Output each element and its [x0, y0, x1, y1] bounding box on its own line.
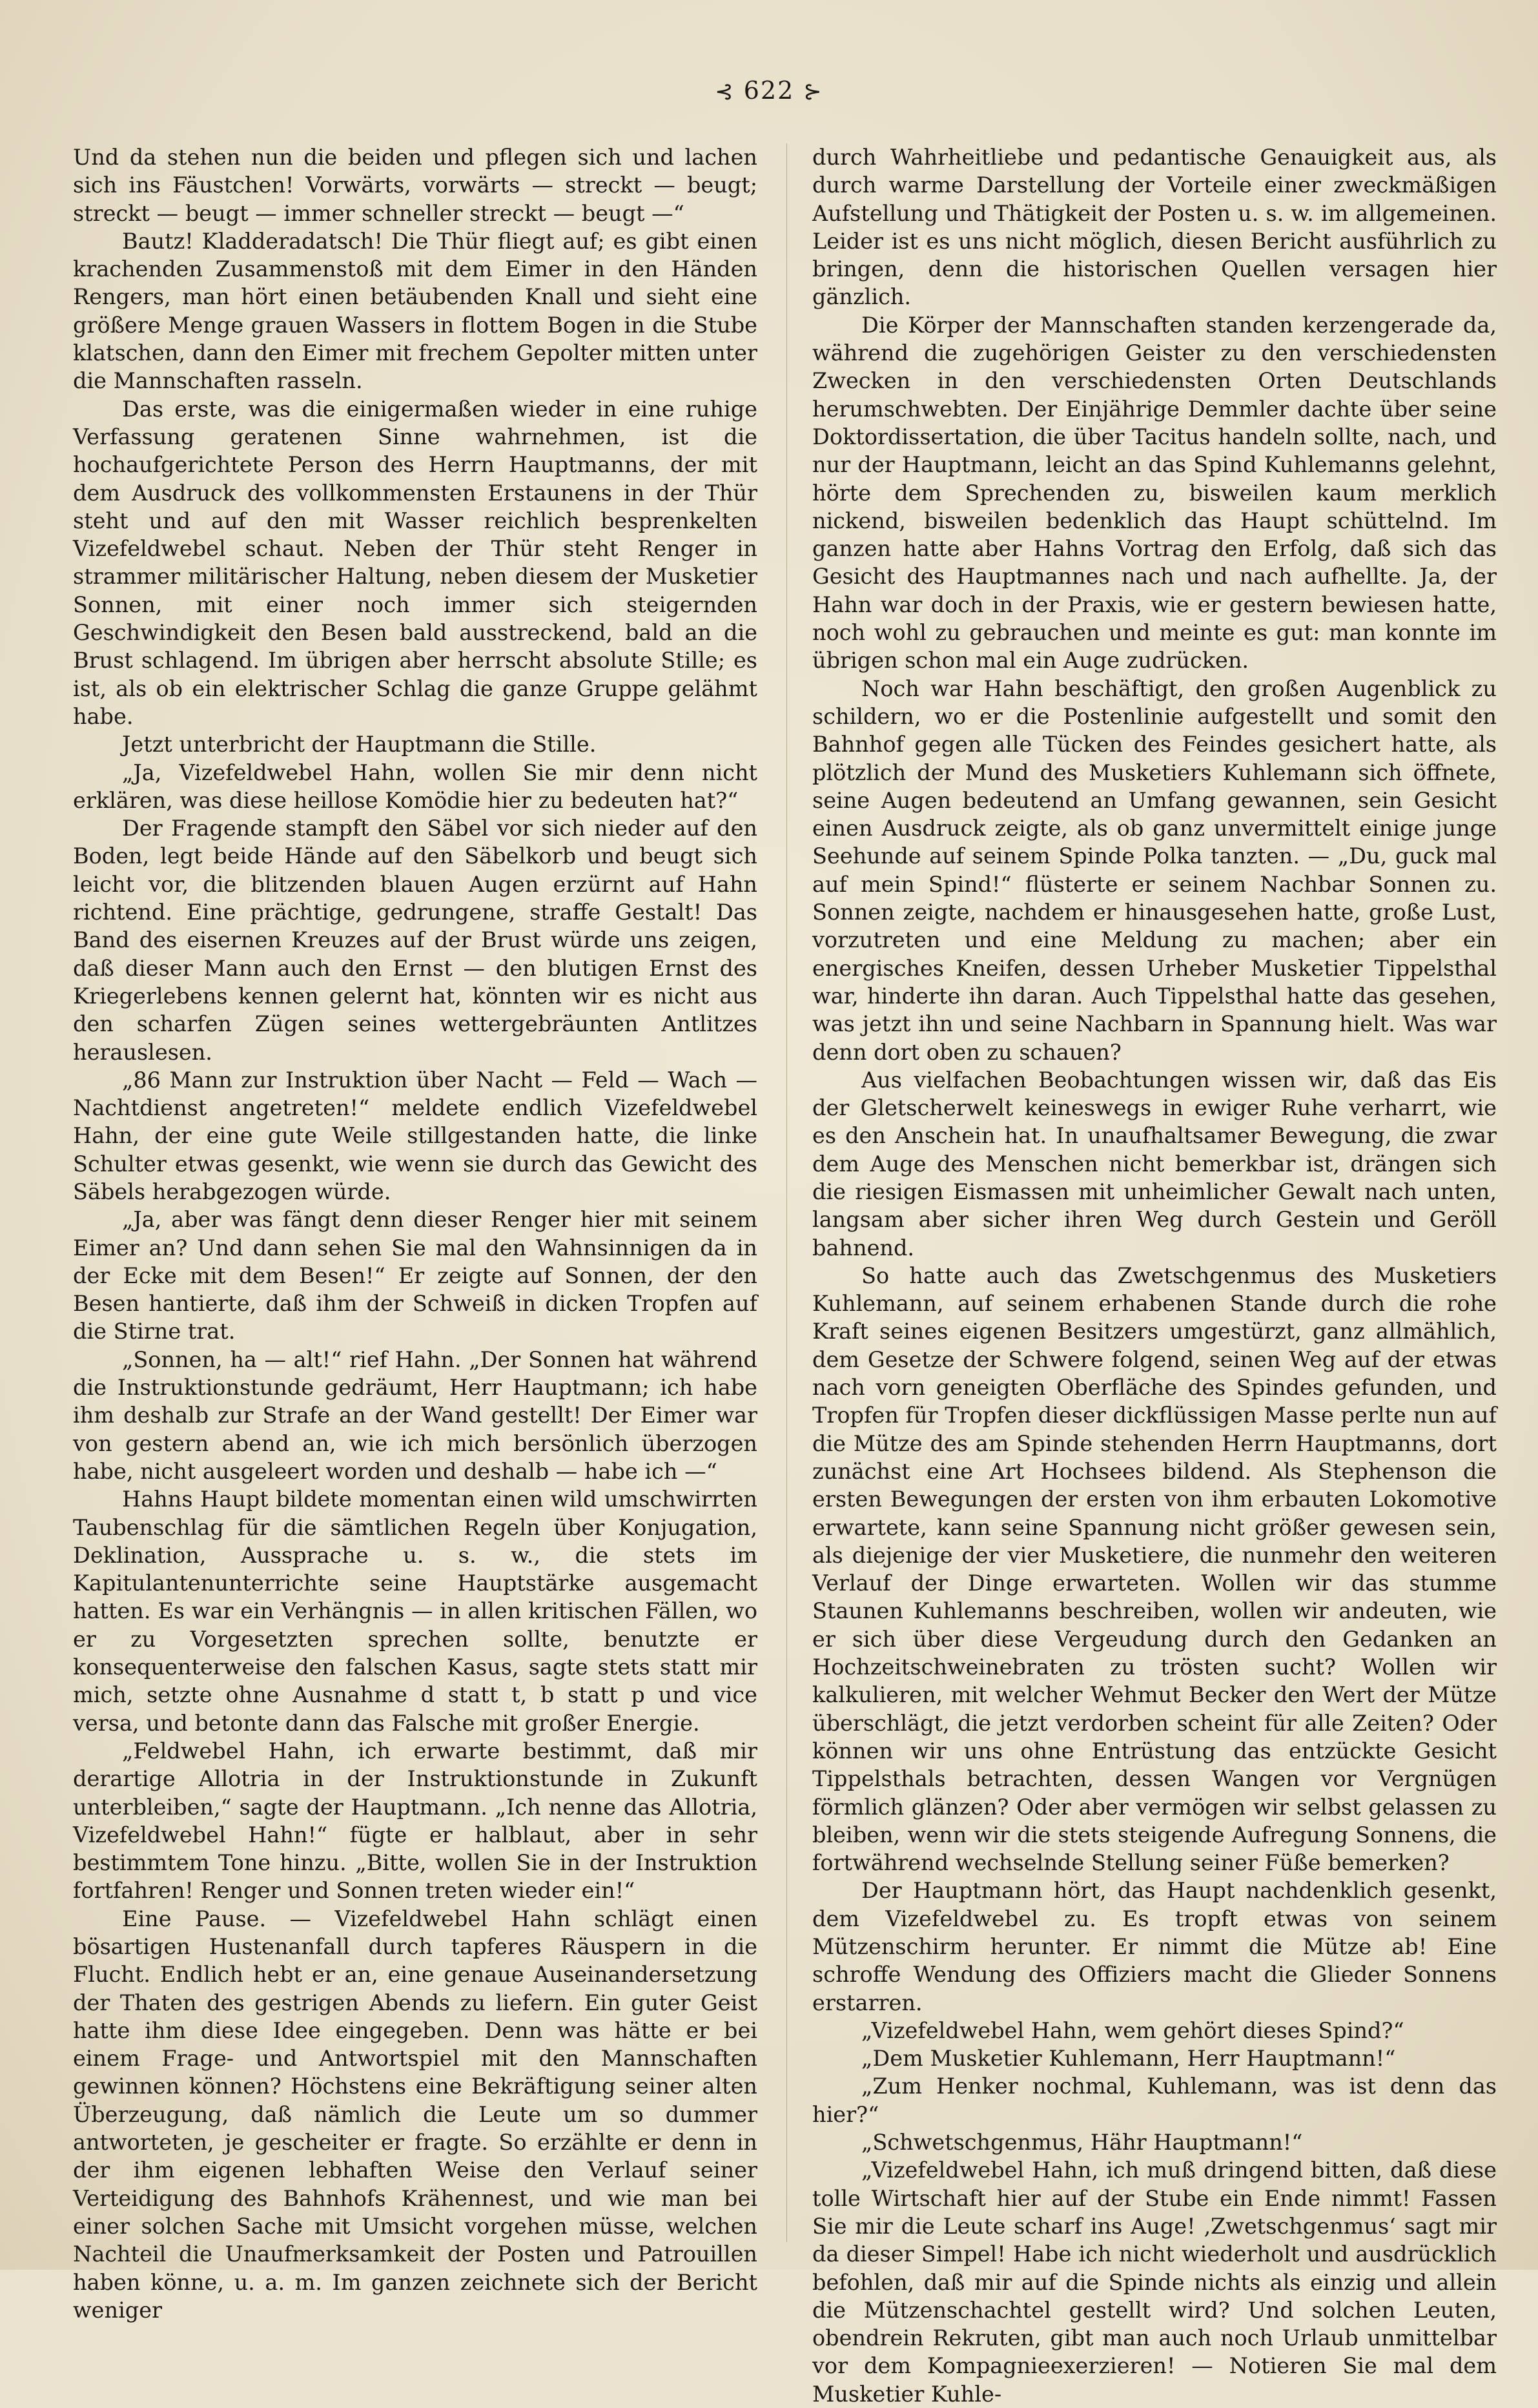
paragraph: „Schwetschgenmus, Hähr Hauptmann!“ — [861, 2130, 1303, 2156]
paragraph: Noch war Hahn beschäftigt, den großen Augenblick zu schildern, wo er die Postenlinie aufgestellt und somit den Bahnhof gegen alle Tücken des Feindes gesichert hatte, als plötzlich der Mund des Musketiers Kuhlemann sich öffnete, seine Augen bedeutend an Umfang gewannen, sein Gesicht einen Ausdruck zeigte, als ob ganz unvermittelt einige junge Seehunde auf seinem Spinde Polka tanzten. — „Du, guck mal auf mein Spind!“ flüsterte er seinem Nachbar Sonnen zu. Sonnen zeigte, nachdem er hinausgesehen hatte, große Lust, vorzutreten und eine Meldung zu machen; aber ein energisches Kneifen, dessen Urheber Musketier Tippelsthal war, hinderte ihn daran. Auch Tippelsthal hatte das gesehen, was jetzt ihn und seine Nachbarn in Spannung hielt. Was war denn dort oben zu schauen? — [812, 675, 1497, 1065]
paragraph: „Sonnen, ha — alt!“ rief Hahn. „Der Sonnen hat während die Instruktionstunde gedräumt, Herr Hauptmann; ich habe ihm deshalb zur Strafe an der Wand gestellt! Der Eimer war von gestern abend an, wie ich mich bersönlich überzogen habe, nicht ausgeleert worden und deshalb — habe ich —“ — [73, 1346, 757, 1484]
paragraph: Die Körper der Mannschaften standen kerzengerade da, während die zugehörigen Geister zu den verschiedensten Zwecken in den verschiedensten Orten Deutschlands herumschwebten. Der Einjährige Demmler dachte über seine Doktordissertation, die über Tacitus handeln sollte, nach, und nur der Hauptmann, leicht an das Spind Kuhlemanns gelehnt, hörte dem Sprechenden zu, bisweilen kaum merklich nickend, bisweilen bedenklich das Haupt schüttelnd. Im ganzen hatte aber Hahns Vortrag den Erfolg, daß sich das Gesicht des Hauptmannes nach und nach aufhellte. Ja, der Hahn war doch in der Praxis, wie er gestern bewiesen hatte, noch wohl zu gebrauchen und meinte es gut: man konnte im übrigen schon mal ein Auge zudrücken. — [812, 312, 1497, 674]
paragraph: „Vizefeldwebel Hahn, wem gehört dieses Spind?“ — [861, 2017, 1404, 2043]
paragraph: Hahns Haupt bildete momentan einen wild umschwirrten Taubenschlag für die sämtlichen Regeln über Konjugation, Deklination, Aussprache u. s. w., die stets im Kapitulantenunterrichte seine Hauptstärke ausgemacht hatten. Es war ein Verhängnis — in allen kritischen Fällen, wo er zu Vorgesetzten sprechen sollte, benutzte er konsequenterweise den falschen Kasus, sagte stets statt mir mich, setzte ohne Ausnahme d statt t, b statt p und vice versa, und betonte dann das Falsche mit großer Energie. — [73, 1487, 757, 1736]
paragraph: „Ja, aber was fängt denn dieser Renger hier mit seinem Eimer an? Und dann sehen Sie mal den Wahnsinnigen da in der Ecke mit dem Besen!“ Er zeigte auf Sonnen, der den Besen hantierte, daß ihm der Schweiß in dicken Tropfen auf die Stirne trat. — [73, 1207, 757, 1344]
paragraph: Der Hauptmann hört, das Haupt nachdenklich gesenkt, dem Vizefeldwebel zu. Es tropft etwas von seinem Mützenschirm herunter. Er nimmt die Mütze ab! Eine schroffe Wendung des Offiziers macht die Glieder Sonnens erstarren. — [812, 1878, 1497, 2015]
paragraph: Bautz! Kladderadatsch! Die Thür fliegt auf; es gibt einen krachenden Zusammenstoß mit dem Eimer in den Händen Rengers, man hört einen betäubenden Knall und sieht eine größere Menge grauen Wassers in flottem Bogen in die Stube klatschen, dann den Eimer mit frechem Gepolter mitten unter die Mannschaften rasseln. — [73, 228, 757, 394]
paragraph: „86 Mann zur Instruktion über Nacht — Feld — Wach — Nachtdienst angetreten!“ meldete endlich Vizefeldwebel Hahn, der eine gute Weile stillgestanden hatte, die linke Schulter etwas gesenkt, wie wenn sie durch das Gewicht des Säbels herabgezogen würde. — [73, 1067, 757, 1204]
ornament-right-icon: ⊱ — [803, 79, 823, 105]
paragraph: So hatte auch das Zwetschgenmus des Musketiers Kuhlemann, auf seinem erhabenen Stande durch die rohe Kraft seines eigenen Besitzers umgestürzt, ganz allmählich, dem Gesetze der Schwere folgend, seinen Weg auf der etwas nach vorn geneigten Oberfläche des Spindes gefunden, und Tropfen für Tropfen dieser dickflüssigen Masse perlte nun auf die Mütze des am Spinde stehenden Herrn Hauptmanns, dort zunächst eine Art Hochsees bildend. Als Stephenson die ersten Bewegungen der ersten von ihm erbauten Lokomotive erwartete, kann seine Spannung nicht größer gewesen sein, als diejenige der vier Musketiere, die nunmehr den weiteren Verlauf der Dinge erwarteten. Wollen wir das stumme Staunen Kuhlemanns beschreiben, wollen wir andeuten, wie er sich über diese Vergeudung durch den Gedanken an Hochzeitschweinebraten zu trösten sucht? Wollen wir kalkulieren, mit welcher Wehmut Becker den Wert der Mütze überschlägt, die jetzt verdorben scheint für alle Zeiten? Oder können wir uns ohne Entrüstung das entzückte Gesicht Tippelsthals betrachten, dessen Wangen vor Vergnügen förmlich glänzen? Oder aber vermögen wir selbst gelassen zu bleiben, wenn wir die stets steigende Aufregung Sonnens, die fortwährend wechselnde Stellung seiner Füße bemerken? — [812, 1262, 1497, 1876]
paragraph: Der Fragende stampft den Säbel vor sich nieder auf den Boden, legt beide Hände auf den Säbelkorb und beugt sich leicht vor, die blitzenden blauen Augen erzürnt auf Hahn richtend. Eine prächtige, gedrungene, straffe Gestalt! Das Band des eisernen Kreuzes auf der Brust würde uns zeigen, daß dieser Mann auch den Ernst — den blutigen Ernst des Kriegerlebens kennen gelernt hat, könnten wir es nicht aus den scharfen Zügen seines wettergebräunten Antlitzes herauslesen. — [73, 816, 757, 1065]
left-column — [73, 143, 757, 2324]
paragraph: Das erste, was die einigermaßen wieder in eine ruhige Verfassung geratenen Sinne wahrnehmen, ist die hochaufgerichtete Person des Herrn Hauptmanns, der mit dem Ausdruck des vollkommensten Erstaunens in der Thür steht und auf den mit Wasser reichlich besprenkelten Vizefeldwebel schaut. Neben der Thür steht Renger in strammer militärischer Haltung, neben diesem der Musketier Sonnen, mit einer noch immer sich steigernden Geschwindigkeit den Besen bald ausstreckend, bald an die Brust schlagend. Im übrigen aber herrscht absolute Stille; es ist, als ob ein elektrischer Schlag die ganze Gruppe gelähmt habe. — [73, 396, 757, 729]
paragraph: „Zum Henker nochmal, Kuhlemann, was ist denn das hier?“ — [812, 2074, 1497, 2127]
paragraph: „Vizefeldwebel Hahn, ich muß dringend bitten, daß diese tolle Wirtschaft hier auf der Stube ein Ende nimmt! Fassen Sie mir die Leute scharf ins Auge! ‚Zwetschgenmus‘ sagt mir da dieser Simpel! Habe ich nicht wiederholt und ausdrücklich befohlen, daß mir auf die Spinde nichts als einzig und allein die Mützenschachtel gestellt wird? Und solchen Leuten, obendrein Rekruten, gibt man auch noch Urlaub unmittelbar vor dem Kompagnieexerzieren! — Notieren Sie mal dem Musketier Kuhle- — [812, 2157, 1497, 2407]
paragraph: Jetzt unterbricht der Hauptmann die Stille. — [122, 732, 597, 757]
paragraph: Aus vielfachen Beobachtungen wissen wir, daß das Eis der Gletscherwelt keineswegs in ewiger Ruhe verharrt, wie es den Anschein hat. In unaufhaltsamer Bewegung, die zwar dem Auge des Menschen nicht bemerkbar ist, drängen sich die riesigen Eismassen mit unheimlicher Gewalt nach unten, langsam aber sicher ihren Weg durch Gestein und Geröll bahnend. — [812, 1067, 1497, 1261]
column-divider — [786, 143, 787, 2242]
right-column — [812, 143, 1497, 2408]
ornament-left-icon: ⊰ — [715, 79, 735, 105]
paragraph: Und da stehen nun die beiden und pflegen sich und lachen sich ins Fäustchen! Vorwärts, vorwärts — streckt — beugt; streckt — beugt — immer schneller streckt — beugt —“ — [73, 145, 757, 226]
paragraph: „Feldwebel Hahn, ich erwarte bestimmt, daß mir derartige Allotria in der Instruktionstunde in Zukunft unterbleiben,“ sagte der Hauptmann. „Ich nenne das Allotria, Vizefeldwebel Hahn!“ fügte er halblaut, aber in sehr bestimmtem Tone hinzu. „Bitte, wollen Sie in der Instruktion fortfahren! Renger und Sonnen treten wieder ein!“ — [73, 1738, 757, 1904]
paragraph: durch Wahrheitliebe und pedantische Genauigkeit aus, als durch warme Darstellung der Vorteile einer zweckmäßigen Aufstellung und Thätigkeit der Posten u. s. w. im allgemeinen. Leider ist es uns nicht möglich, diesen Bericht ausführlich zu bringen, denn die historischen Quellen versagen hier gänzlich. — [812, 145, 1497, 310]
paragraph: Eine Pause. — Vizefeldwebel Hahn schlägt einen bösartigen Hustenanfall durch tapferes Räuspern in die Flucht. Endlich hebt er an, eine genaue Auseinandersetzung der Thaten des gestrigen Abends zu liefern. Ein guter Geist hatte ihm diese Idee eingegeben. Denn was hätte er bei einem Frage- und Antwortspiel mit den Mannschaften gewinnen können? Höchstens eine Bekräftigung seiner alten Überzeugung, daß nämlich die Leute um so dummer antworteten, je gescheiter er fragte. So erzählte er denn in der ihm eigenen lebhaften Weise den Verlauf seiner Verteidigung des Bahnhofs Krähennest, und wie man bei einer solchen Sache mit Umsicht vorgehen müsse, welchen Nachteil die Unaufmerksamkeit der Posten und Patrouillen haben könne, u. a. m. Im ganzen zeichnete sich der Bericht weniger — [73, 1906, 757, 2323]
paragraph: „Dem Musketier Kuhlemann, Herr Hauptmann!“ — [861, 2046, 1396, 2072]
page-header — [0, 76, 1538, 105]
paragraph: „Ja, Vizefeldwebel Hahn, wollen Sie mir denn nicht erklären, was diese heillose Komödie hier zu bedeuten hat?“ — [73, 759, 757, 813]
page-number: 622 — [743, 76, 795, 105]
